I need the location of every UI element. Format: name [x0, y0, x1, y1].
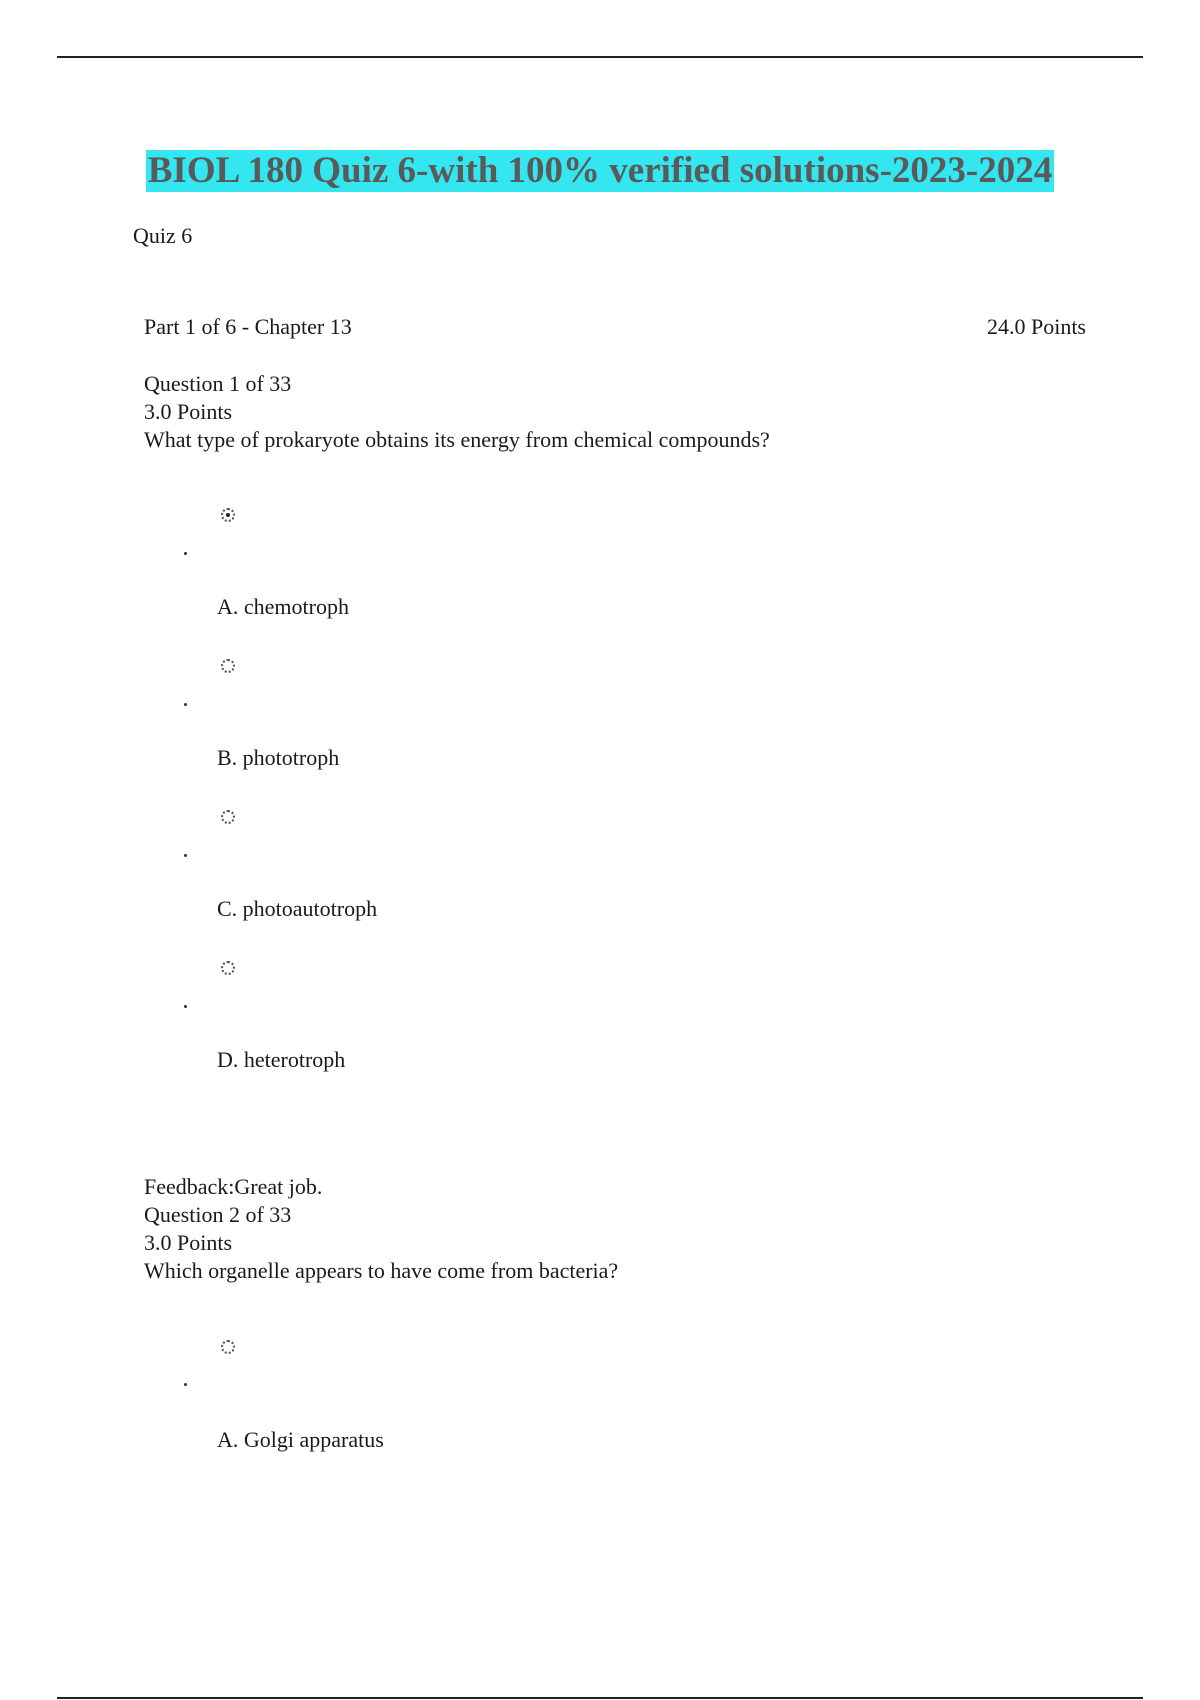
radio-icon[interactable]: [221, 810, 235, 824]
option-label: C. photoautotroph: [217, 896, 378, 921]
bullet-icon: [184, 1005, 187, 1008]
question-text: Which organelle appears to have come from bacteria?: [144, 1258, 619, 1283]
part-points: 24.0 Points: [986, 314, 1086, 339]
question-number: Question 2 of 33: [144, 1202, 292, 1227]
bullet-icon: [184, 703, 187, 706]
option-label: A. Golgi apparatus: [217, 1427, 384, 1452]
option-label: D. heterotroph: [217, 1047, 346, 1072]
radio-selected-icon[interactable]: [221, 508, 235, 522]
radio-icon[interactable]: [221, 659, 235, 673]
document-title: BIOL 180 Quiz 6-with 100% verified solutions-2023-2024: [147, 150, 1053, 191]
title-block: [0, 150, 1200, 192]
question-points: 3.0 Points: [144, 399, 233, 424]
bullet-icon: [184, 552, 187, 555]
radio-icon[interactable]: [221, 1340, 235, 1354]
question-points: 3.0 Points: [144, 1230, 233, 1255]
question-text: What type of prokaryote obtains its energy from chemical compounds?: [144, 427, 770, 452]
feedback-text: Feedback:Great job.: [144, 1174, 323, 1199]
bullet-icon: [184, 854, 187, 857]
top-rule: [57, 56, 1143, 58]
option-label: A. chemotroph: [217, 594, 349, 619]
option-label: B. phototroph: [217, 745, 340, 770]
bullet-icon: [184, 1383, 187, 1386]
part-label: Part 1 of 6 - Chapter 13: [144, 314, 352, 339]
quiz-subtitle: Quiz 6: [133, 223, 193, 248]
bottom-rule: [57, 1697, 1143, 1699]
radio-icon[interactable]: [221, 961, 235, 975]
question-number: Question 1 of 33: [144, 371, 292, 396]
